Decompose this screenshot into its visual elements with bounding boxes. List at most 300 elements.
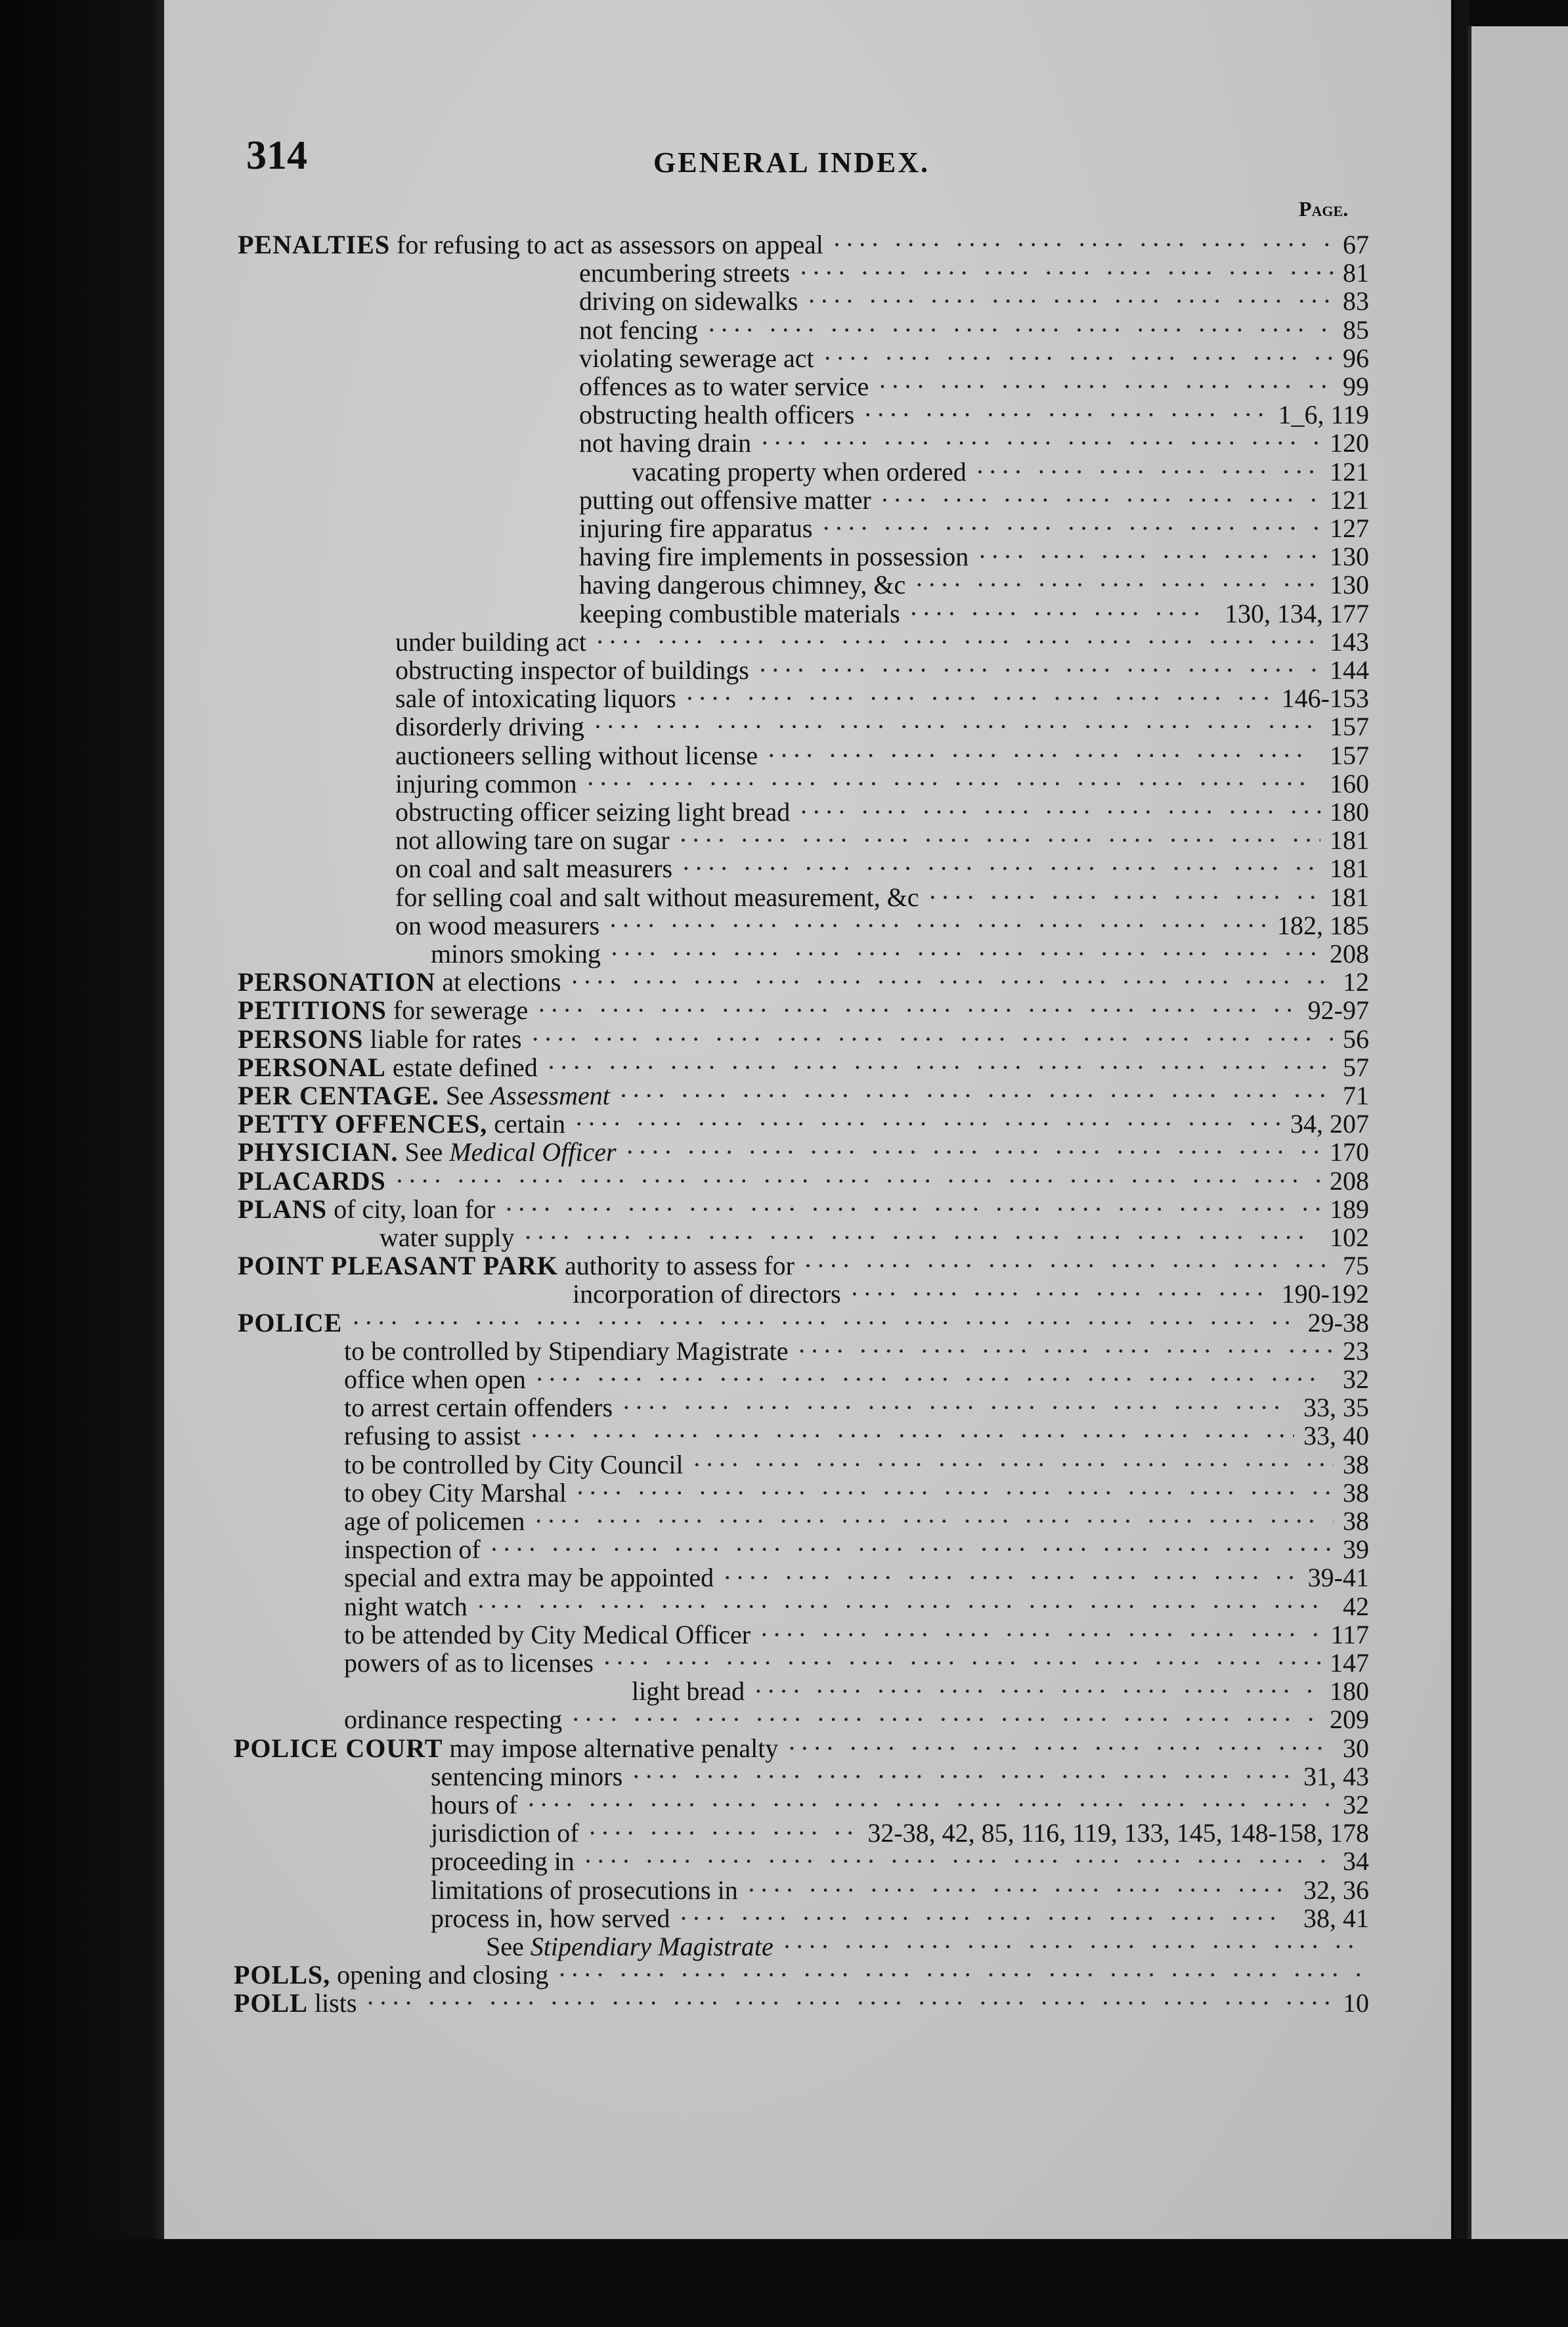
page-reference: 181 (1330, 854, 1369, 883)
page-column-label: Page. (1299, 197, 1349, 221)
entry-subject: obstructing inspector of buildings (395, 655, 749, 685)
dot-leader (535, 1364, 1334, 1395)
index-entry (579, 485, 1369, 515)
index-entry (395, 769, 1369, 799)
entry-subject: limitations of prosecutions in (431, 1875, 738, 1905)
index-entry (431, 939, 1369, 969)
page-reference: 34 (1343, 1846, 1369, 1876)
page-reference: 127 (1330, 513, 1369, 543)
dot-leader (524, 1223, 1320, 1253)
entry-text (238, 1166, 386, 1196)
entry-text (579, 286, 798, 316)
entry-text (238, 995, 528, 1026)
dot-leader (878, 372, 1334, 402)
index-entry (395, 684, 1369, 714)
entry-subject: opening and closing (330, 1960, 549, 1990)
entry-text (344, 1478, 567, 1508)
dot-leader (686, 684, 1273, 714)
index-entry (238, 1024, 1369, 1055)
index-entry (238, 1166, 1369, 1196)
page-reference: 31, 43 (1303, 1762, 1369, 1791)
entry-text (344, 1592, 468, 1622)
entry-subject: violating sewerage act (579, 343, 814, 373)
entry-text (234, 1960, 548, 1990)
page-number: 314 (246, 133, 307, 178)
entry-subject: not allowing tare on sugar (395, 825, 670, 855)
page-reference: 130 (1330, 570, 1369, 599)
index-entry (579, 258, 1369, 288)
dot-leader (807, 286, 1334, 316)
page-reference: 42 (1343, 1592, 1369, 1621)
page-reference: 160 (1330, 769, 1369, 798)
entry-subject: inspection of (344, 1534, 481, 1564)
dot-leader (603, 1648, 1320, 1678)
entry-subject: under building act (395, 627, 587, 657)
entry-text (238, 1024, 522, 1055)
entry-subject: special and extra may be appointed (344, 1563, 714, 1592)
entry-heading: POLL (234, 1988, 308, 2018)
dot-leader (760, 1620, 1321, 1650)
entry-subject: water supply (380, 1223, 515, 1252)
dot-leader (504, 1194, 1320, 1225)
entry-subject: disorderly driving (395, 712, 584, 741)
entry-heading: PER CENTAGE. (238, 1081, 439, 1110)
entry-subject: may impose alternative penalty (443, 1733, 779, 1763)
page-reference: 130, 134, 177 (1225, 599, 1369, 628)
entry-text (579, 570, 905, 600)
dot-leader (609, 911, 1268, 941)
dot-leader (527, 1790, 1334, 1820)
page-reference: 38 (1343, 1478, 1369, 1508)
page-reference: 67 (1343, 230, 1369, 259)
entry-subject: putting out offensive matter (579, 485, 871, 515)
entry-subject: on wood measurers (395, 911, 600, 940)
entry-text (234, 1988, 357, 2018)
entry-subject: to arrest certain offenders (344, 1393, 613, 1422)
index-entry (579, 343, 1369, 374)
entry-text (579, 542, 969, 572)
entry-subject: office when open (344, 1364, 526, 1394)
entry-text (431, 1875, 738, 1905)
page-reference: 39-41 (1307, 1563, 1369, 1592)
page-reference: 12 (1343, 967, 1369, 997)
dot-leader (693, 1450, 1334, 1480)
entry-subject: vacating property when ordered (632, 457, 967, 487)
running-title: GENERAL INDEX. (653, 146, 930, 179)
entry-heading: PETTY OFFENCES, (238, 1109, 488, 1139)
entry-text (344, 1393, 613, 1423)
index-entry (431, 1875, 1369, 1905)
entry-text (238, 967, 561, 997)
page-reference: 85 (1343, 315, 1369, 345)
entry-text (579, 258, 790, 288)
page-reference: 144 (1330, 655, 1369, 685)
index-entry (344, 1705, 1369, 1735)
entry-subject: obstructing officer seizing light bread (395, 797, 791, 827)
entry-text (395, 627, 586, 657)
index-entry (579, 428, 1369, 458)
entry-text (380, 1223, 515, 1253)
entry-subject: driving on sidewalks (579, 286, 798, 316)
page-reference: 75 (1343, 1251, 1369, 1280)
entry-text (395, 797, 790, 827)
dot-leader (679, 825, 1320, 856)
entry-subject: on coal and salt measurers (395, 854, 673, 883)
dot-leader (530, 1421, 1294, 1451)
entry-text (579, 485, 871, 515)
page-reference: 32-38, 42, 85, 116, 119, 133, 145, 148-158, 178 (867, 1818, 1369, 1848)
index-entry (395, 627, 1369, 657)
page-reference: 99 (1343, 372, 1369, 401)
entry-text (431, 1762, 622, 1792)
entry-subject: for refusing to act as assessors on appeal (390, 230, 823, 259)
entry-subject: injuring common (395, 769, 577, 798)
index-entry (573, 1279, 1369, 1309)
entry-text (344, 1563, 714, 1593)
dot-leader (928, 882, 1320, 913)
dot-leader (787, 1733, 1334, 1764)
entry-text (344, 1705, 562, 1735)
index-entry (234, 1733, 1369, 1764)
page-reference: 146-153 (1281, 684, 1369, 713)
entry-text (431, 1846, 575, 1877)
page-reference: 180 (1330, 1676, 1369, 1706)
dot-leader (395, 1166, 1320, 1196)
dot-leader (833, 230, 1334, 260)
index-entry (395, 712, 1369, 742)
entry-subject: jurisdiction of (431, 1818, 579, 1848)
entry-heading: POLLS, (234, 1960, 331, 1990)
entry-text (486, 1932, 773, 1962)
entry-subject: estate defined (385, 1053, 538, 1082)
dot-leader (490, 1534, 1334, 1565)
entry-subject: powers of as to licenses (344, 1648, 594, 1678)
index-entry (579, 400, 1369, 430)
page-reference: 189 (1330, 1194, 1369, 1224)
entry-text (632, 457, 967, 487)
entry-text (344, 1534, 481, 1565)
dot-leader (850, 1279, 1273, 1309)
entry-heading: PLANS (238, 1194, 328, 1224)
entry-text (395, 882, 919, 913)
page-reference: 120 (1330, 428, 1369, 458)
dot-leader (747, 1875, 1294, 1905)
entry-subject: at elections (435, 967, 561, 997)
index-entry (431, 1790, 1369, 1820)
entry-subject: injuring fire apparatus (579, 513, 813, 543)
dot-leader (758, 655, 1320, 685)
entry-text (344, 1506, 525, 1536)
dot-leader (823, 343, 1334, 374)
index-entry (395, 911, 1369, 941)
entry-subject: not fencing (579, 315, 699, 345)
entry-subject: ordinance respecting (344, 1705, 563, 1734)
entry-subject: light bread (632, 1676, 745, 1706)
page-reference: 34, 207 (1290, 1109, 1369, 1139)
index-entry (344, 1478, 1369, 1508)
entry-text (579, 599, 900, 629)
dot-leader (799, 258, 1334, 288)
dot-leader (798, 1336, 1334, 1366)
dot-leader (610, 939, 1320, 969)
index-entry (579, 286, 1369, 316)
index-entry (344, 1336, 1369, 1366)
page-reference: 10 (1343, 1988, 1369, 2018)
index-entry (344, 1506, 1369, 1536)
dot-leader (594, 712, 1320, 742)
index-entry (395, 797, 1369, 827)
entry-subject: to be attended by City Medical Officer (344, 1620, 751, 1649)
dot-leader (477, 1592, 1334, 1622)
dot-leader (682, 854, 1320, 884)
page-reference: 102 (1330, 1223, 1369, 1252)
entry-cross-reference: Assessment (490, 1081, 610, 1110)
index-entry (344, 1620, 1369, 1650)
entry-text (579, 513, 812, 544)
dot-leader (547, 1053, 1334, 1083)
entry-subject: obstructing health officers (579, 400, 855, 429)
entry-text (238, 1081, 610, 1111)
entry-subject: sentencing minors (431, 1762, 623, 1791)
entry-subject: having dangerous chimney, &c (579, 570, 906, 599)
dot-leader (915, 570, 1320, 600)
entry-subject: offences as to water service (579, 372, 869, 401)
entry-text (431, 939, 601, 969)
dot-leader (351, 1308, 1298, 1338)
entry-text (431, 1903, 670, 1934)
index-entry (395, 741, 1369, 771)
entry-text (573, 1279, 841, 1309)
index-entry (579, 570, 1369, 600)
entry-heading: PHYSICIAN. (238, 1137, 399, 1167)
entry-subject: incorporation of directors (573, 1279, 841, 1309)
index-entry (238, 995, 1369, 1026)
dot-leader (821, 513, 1320, 544)
page-reference: 117 (1330, 1620, 1369, 1649)
entry-subject: not having drain (579, 428, 752, 458)
dot-leader (534, 1506, 1334, 1536)
index-entry (395, 655, 1369, 685)
page-reference: 81 (1343, 258, 1369, 288)
entry-heading: POINT PLEASANT PARK (238, 1251, 558, 1280)
entry-text (431, 1790, 517, 1820)
index-entry (344, 1534, 1369, 1565)
index-entry (395, 854, 1369, 884)
entry-subject: for selling coal and salt without measurement, &c (395, 882, 919, 912)
entry-subject: age of policemen (344, 1506, 525, 1536)
page-reference: 182, 185 (1277, 911, 1369, 940)
entry-text (344, 1364, 526, 1395)
entry-text (579, 315, 698, 345)
entry-subject: hours of (431, 1790, 518, 1819)
index-entry (395, 882, 1369, 913)
dot-leader (760, 428, 1320, 458)
dot-leader (863, 400, 1269, 430)
entry-subject: process in, how served (431, 1903, 670, 1933)
page-reference: 130 (1330, 542, 1369, 571)
index-entry (238, 1137, 1369, 1167)
entry-subject: certain (487, 1109, 566, 1139)
page-reference: 157 (1330, 741, 1369, 770)
page-reference: 121 (1330, 485, 1369, 515)
dot-leader (571, 1705, 1320, 1735)
index-entry (632, 457, 1369, 487)
index-entry (380, 1223, 1369, 1253)
entry-text (344, 1620, 751, 1650)
entry-text (579, 343, 814, 374)
index-entry (238, 1194, 1369, 1225)
entry-subject: auctioneers selling without license (395, 741, 758, 770)
entry-subject: encumbering streets (579, 258, 790, 288)
page-reference: 56 (1343, 1024, 1369, 1054)
entry-heading: PENALTIES (238, 230, 391, 259)
index-entry (431, 1903, 1369, 1934)
entry-text (234, 1733, 778, 1764)
page-reference: 157 (1330, 712, 1369, 741)
entry-subject: to be controlled by City Council (344, 1450, 684, 1479)
entry-text (395, 655, 749, 685)
entry-subject: of city, loan for (327, 1194, 496, 1224)
dot-leader (584, 1846, 1334, 1877)
index-entry (344, 1563, 1369, 1593)
entry-text (238, 1251, 795, 1281)
dot-leader (575, 1109, 1281, 1139)
index-entry (238, 1109, 1369, 1139)
page-reference: 38, 41 (1303, 1903, 1369, 1933)
dot-leader (804, 1251, 1334, 1281)
index-entry (238, 230, 1369, 260)
index-entry (234, 1960, 1369, 1990)
entry-subject: proceeding in (431, 1846, 575, 1876)
entry-text (632, 1676, 745, 1707)
entry-heading: PERSONS (238, 1024, 364, 1054)
entry-subject: minors smoking (431, 939, 601, 968)
entry-heading: POLICE COURT (234, 1733, 443, 1763)
page-reference: 83 (1343, 286, 1369, 316)
index-entry (344, 1393, 1369, 1423)
dot-leader (619, 1081, 1334, 1111)
index-entry (238, 1251, 1369, 1281)
dot-leader (707, 315, 1334, 345)
dot-leader (576, 1478, 1334, 1508)
index-entry (344, 1450, 1369, 1480)
entry-text (238, 1194, 495, 1225)
index-entry (238, 1308, 1369, 1338)
index-entry (579, 513, 1369, 544)
entry-subject: refusing to assist (344, 1421, 521, 1450)
entry-text (395, 769, 577, 799)
index-entry (344, 1648, 1369, 1678)
dot-leader (596, 627, 1320, 657)
entry-text (238, 1308, 342, 1338)
index-entry (238, 1053, 1369, 1083)
page-reference: 180 (1330, 797, 1369, 827)
entry-text (431, 1818, 579, 1848)
page-reference: 33, 40 (1303, 1421, 1369, 1450)
entry-text (238, 230, 823, 260)
entry-text (238, 1053, 538, 1083)
entry-text (579, 400, 854, 430)
entry-text (395, 712, 584, 742)
entry-subject: to be controlled by Stipendiary Magistrate (344, 1336, 789, 1366)
index-entry (431, 1818, 1369, 1848)
entry-text (238, 1109, 565, 1139)
page-reference: 29-38 (1307, 1308, 1369, 1337)
dot-leader (976, 457, 1320, 487)
page-reference: 33, 35 (1303, 1393, 1369, 1422)
dot-leader (978, 542, 1320, 572)
dot-leader (783, 1932, 1360, 1962)
index-entry (632, 1676, 1369, 1707)
entry-subject: to obey City Marshal (344, 1478, 567, 1508)
page-reference: 32 (1343, 1364, 1369, 1394)
index-entry (579, 599, 1369, 629)
entry-text (579, 428, 751, 458)
index-entry (238, 1081, 1369, 1111)
dot-leader (557, 1960, 1360, 1990)
entry-text (238, 1137, 617, 1167)
entry-heading: PLACARDS (238, 1166, 386, 1196)
entry-subject: See (439, 1081, 490, 1110)
entry-subject: lists (307, 1988, 357, 2018)
index-entry (486, 1932, 1369, 1962)
index-entry (579, 542, 1369, 572)
index-entry (579, 372, 1369, 402)
entry-cross-reference: Stipendiary Magistrate (530, 1932, 773, 1961)
page-reference: 181 (1330, 882, 1369, 912)
dot-leader (366, 1988, 1334, 2018)
entry-text (344, 1648, 594, 1678)
dot-leader (909, 599, 1215, 629)
entry-subject: keeping combustible materials (579, 599, 900, 628)
dot-leader (767, 741, 1320, 771)
index-entry (234, 1988, 1369, 2018)
dot-leader (588, 1818, 859, 1848)
entry-text (395, 825, 670, 856)
page-reference: 147 (1330, 1648, 1369, 1678)
index-entry (344, 1592, 1369, 1622)
page-reference: 170 (1330, 1137, 1369, 1167)
index-entry (431, 1762, 1369, 1792)
index-entry (344, 1364, 1369, 1395)
entry-subject: for sewerage (386, 995, 529, 1025)
entry-text (344, 1336, 789, 1366)
index-entry (395, 825, 1369, 856)
entry-subject: authority to assess for (557, 1251, 795, 1280)
dot-leader (723, 1563, 1299, 1593)
entry-text (344, 1421, 521, 1451)
dot-leader (754, 1676, 1320, 1707)
index-entry (344, 1421, 1369, 1451)
dot-leader (626, 1137, 1320, 1167)
dot-leader (570, 967, 1334, 997)
index-entry (431, 1846, 1369, 1877)
page-reference: 23 (1343, 1336, 1369, 1366)
entry-cross-reference: Medical Officer (449, 1137, 617, 1167)
page-reference: 39 (1343, 1534, 1369, 1564)
entry-text (395, 741, 758, 771)
page-reference: 208 (1330, 1166, 1369, 1196)
entry-subject: liable for rates (363, 1024, 522, 1054)
page-reference: 121 (1330, 457, 1369, 487)
entry-subject: having fire implements in possession (579, 542, 969, 571)
dot-leader (586, 769, 1320, 799)
page-reference: 32 (1343, 1790, 1369, 1819)
page-reference: 96 (1343, 343, 1369, 373)
dot-leader (537, 995, 1298, 1026)
dot-leader (881, 485, 1320, 515)
page-reference: 190-192 (1281, 1279, 1369, 1309)
